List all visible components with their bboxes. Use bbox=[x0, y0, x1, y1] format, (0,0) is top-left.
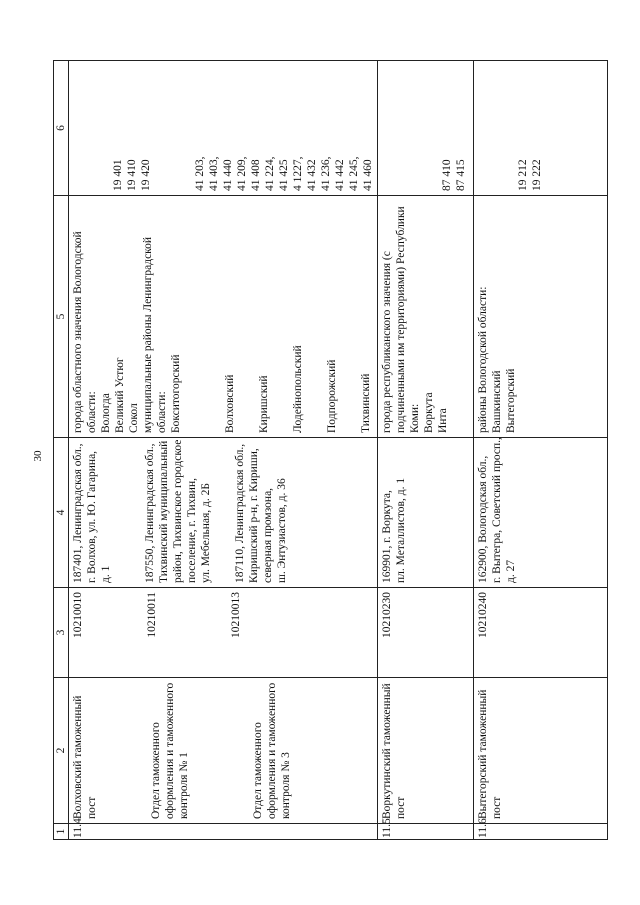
okato-code: 41 403, bbox=[208, 156, 221, 191]
address-line: г. Вытегра, Советский просп., bbox=[491, 437, 504, 583]
address-line: ш. Энтузиастов, д. 36 bbox=[276, 478, 289, 583]
okato-code: 19 212 bbox=[517, 159, 530, 191]
row-number: 11.5 bbox=[378, 824, 474, 840]
address-line: 187401, Ленинградская обл., bbox=[72, 443, 85, 583]
post-name: пост bbox=[86, 796, 99, 819]
header-cell: 1 bbox=[54, 824, 69, 840]
area-line: Инта bbox=[437, 408, 450, 433]
department-name: Отдел таможенного bbox=[252, 722, 265, 819]
okato-code: 41 432 bbox=[306, 159, 319, 191]
address-line: поселение, г. Тихвин, bbox=[186, 478, 199, 583]
table-row bbox=[474, 61, 608, 840]
area-line: Тихвинский bbox=[360, 373, 373, 433]
header-cell: 5 bbox=[54, 196, 69, 438]
okato-code: 41 245, bbox=[348, 156, 361, 191]
address-line: 162900, Вологодская обл., bbox=[477, 455, 490, 583]
area-line: Подпорожский bbox=[326, 359, 339, 433]
okato-code: 41 224, bbox=[264, 156, 277, 191]
header-cell: 2 bbox=[54, 678, 69, 824]
address-line: 187550, Ленинградская обл., bbox=[144, 443, 157, 583]
area-line: Вашкинский bbox=[491, 370, 504, 433]
post-code: 10210013 bbox=[230, 592, 243, 638]
okato-code: 41 408 bbox=[250, 159, 263, 191]
area-line: Киришский bbox=[258, 375, 271, 433]
okato-code: 41 460 bbox=[362, 159, 375, 191]
department-name: оформления и таможенного bbox=[164, 682, 177, 819]
address-line: 187110, Ленинградская обл., bbox=[234, 443, 247, 583]
okato-code: 41 425 bbox=[278, 159, 291, 191]
header-row bbox=[54, 61, 69, 840]
okato-code: 19 222 bbox=[531, 159, 544, 191]
department-name: контроля № 3 bbox=[280, 752, 293, 819]
area-line: Воркута bbox=[423, 392, 436, 433]
area-line: Вытегорский bbox=[505, 368, 518, 433]
row-number: 11.6 bbox=[474, 824, 608, 840]
post-code-cell bbox=[378, 588, 474, 678]
okato-cell bbox=[474, 61, 608, 196]
okato-code: 19 410 bbox=[126, 159, 139, 191]
department-name: Отдел таможенного bbox=[150, 722, 163, 819]
post-name: Вытегорский таможенный bbox=[477, 689, 490, 819]
okato-code: 41 440 bbox=[222, 159, 235, 191]
post-name: Волховский таможенный bbox=[72, 695, 85, 819]
address-line: д. 1 bbox=[100, 565, 113, 583]
area-line: города республиканского значения (с bbox=[381, 251, 394, 433]
table-row bbox=[69, 61, 378, 840]
okato-code: 41 236, bbox=[320, 156, 333, 191]
header-cell: 4 bbox=[54, 438, 69, 588]
address-cell bbox=[69, 438, 378, 588]
address-line: 169901, г. Воркута, bbox=[381, 490, 394, 583]
address-cell bbox=[474, 438, 608, 588]
area-line: Лодейнопольский bbox=[292, 345, 305, 433]
department-name: оформления и таможенного bbox=[266, 682, 279, 819]
area-line: Великий Устюг bbox=[114, 357, 127, 433]
okato-code: 41 442 bbox=[334, 159, 347, 191]
okato-cell bbox=[69, 61, 378, 196]
post-name-cell bbox=[69, 678, 378, 824]
okato-code: 19 401 bbox=[112, 159, 125, 191]
address-line: ул. Мебельная, д. 2Б bbox=[200, 483, 213, 583]
header-cell: 3 bbox=[54, 588, 69, 678]
address-line: д. 27 bbox=[505, 559, 518, 583]
post-code: 10210011 bbox=[146, 592, 159, 638]
table-stage bbox=[53, 61, 583, 840]
post-name-cell bbox=[378, 678, 474, 824]
okato-code: 87 415 bbox=[455, 159, 468, 191]
address-line: Тихвинский муниципальный bbox=[158, 440, 171, 583]
post-code: 10210010 bbox=[72, 592, 85, 638]
address-cell bbox=[378, 438, 474, 588]
area-line: подчиненными им территориями) Республики bbox=[395, 206, 408, 433]
post-name: пост bbox=[491, 796, 504, 819]
row-number: 11.4 bbox=[69, 824, 378, 840]
address-line: г. Волхов, ул. Ю. Гагарина, bbox=[86, 450, 99, 583]
area-line: Волховский bbox=[224, 374, 237, 433]
okato-code: 87 410 bbox=[441, 159, 454, 191]
post-name-cell bbox=[474, 678, 608, 824]
post-name: пост bbox=[395, 796, 408, 819]
area-line: города областного значения Вологодской bbox=[72, 231, 85, 433]
table-row bbox=[378, 61, 474, 840]
okato-code: 41 209, bbox=[236, 156, 249, 191]
address-line: район, Тихвинское городское bbox=[172, 439, 185, 583]
address-line: Киришский р-н, г. Кириши, bbox=[248, 448, 261, 583]
address-line: северная промзона, bbox=[262, 487, 275, 583]
post-code-cell bbox=[474, 588, 608, 678]
area-line: районы Вологодской области: bbox=[477, 286, 490, 433]
post-code: 10210240 bbox=[477, 592, 490, 638]
areas-cell bbox=[69, 196, 378, 438]
okato-code: 41 203, bbox=[194, 156, 207, 191]
department-name: контроля № 1 bbox=[178, 752, 191, 819]
okato-code: 4 1227, bbox=[292, 156, 305, 191]
post-code: 10210230 bbox=[381, 592, 394, 638]
area-line: Сокол bbox=[128, 403, 141, 433]
page-number: 30 bbox=[32, 450, 44, 462]
okato-cell bbox=[378, 61, 474, 196]
post-name: Воркутинский таможенный bbox=[381, 683, 394, 819]
header-cell: 6 bbox=[54, 61, 69, 196]
areas-cell bbox=[474, 196, 608, 438]
area-line: Вологда bbox=[100, 393, 113, 433]
areas-cell bbox=[378, 196, 474, 438]
address-line: пл. Металлистов, д. 1 bbox=[395, 477, 408, 583]
area-line: Бокситогорский bbox=[170, 354, 183, 433]
customs-posts-table bbox=[53, 60, 608, 840]
post-code-cell bbox=[69, 588, 378, 678]
area-line: Коми: bbox=[409, 403, 422, 433]
area-line: области: bbox=[156, 391, 169, 433]
area-line: области: bbox=[86, 391, 99, 433]
area-line: муниципальные районы Ленинградской bbox=[142, 236, 155, 433]
okato-code: 19 420 bbox=[140, 159, 153, 191]
